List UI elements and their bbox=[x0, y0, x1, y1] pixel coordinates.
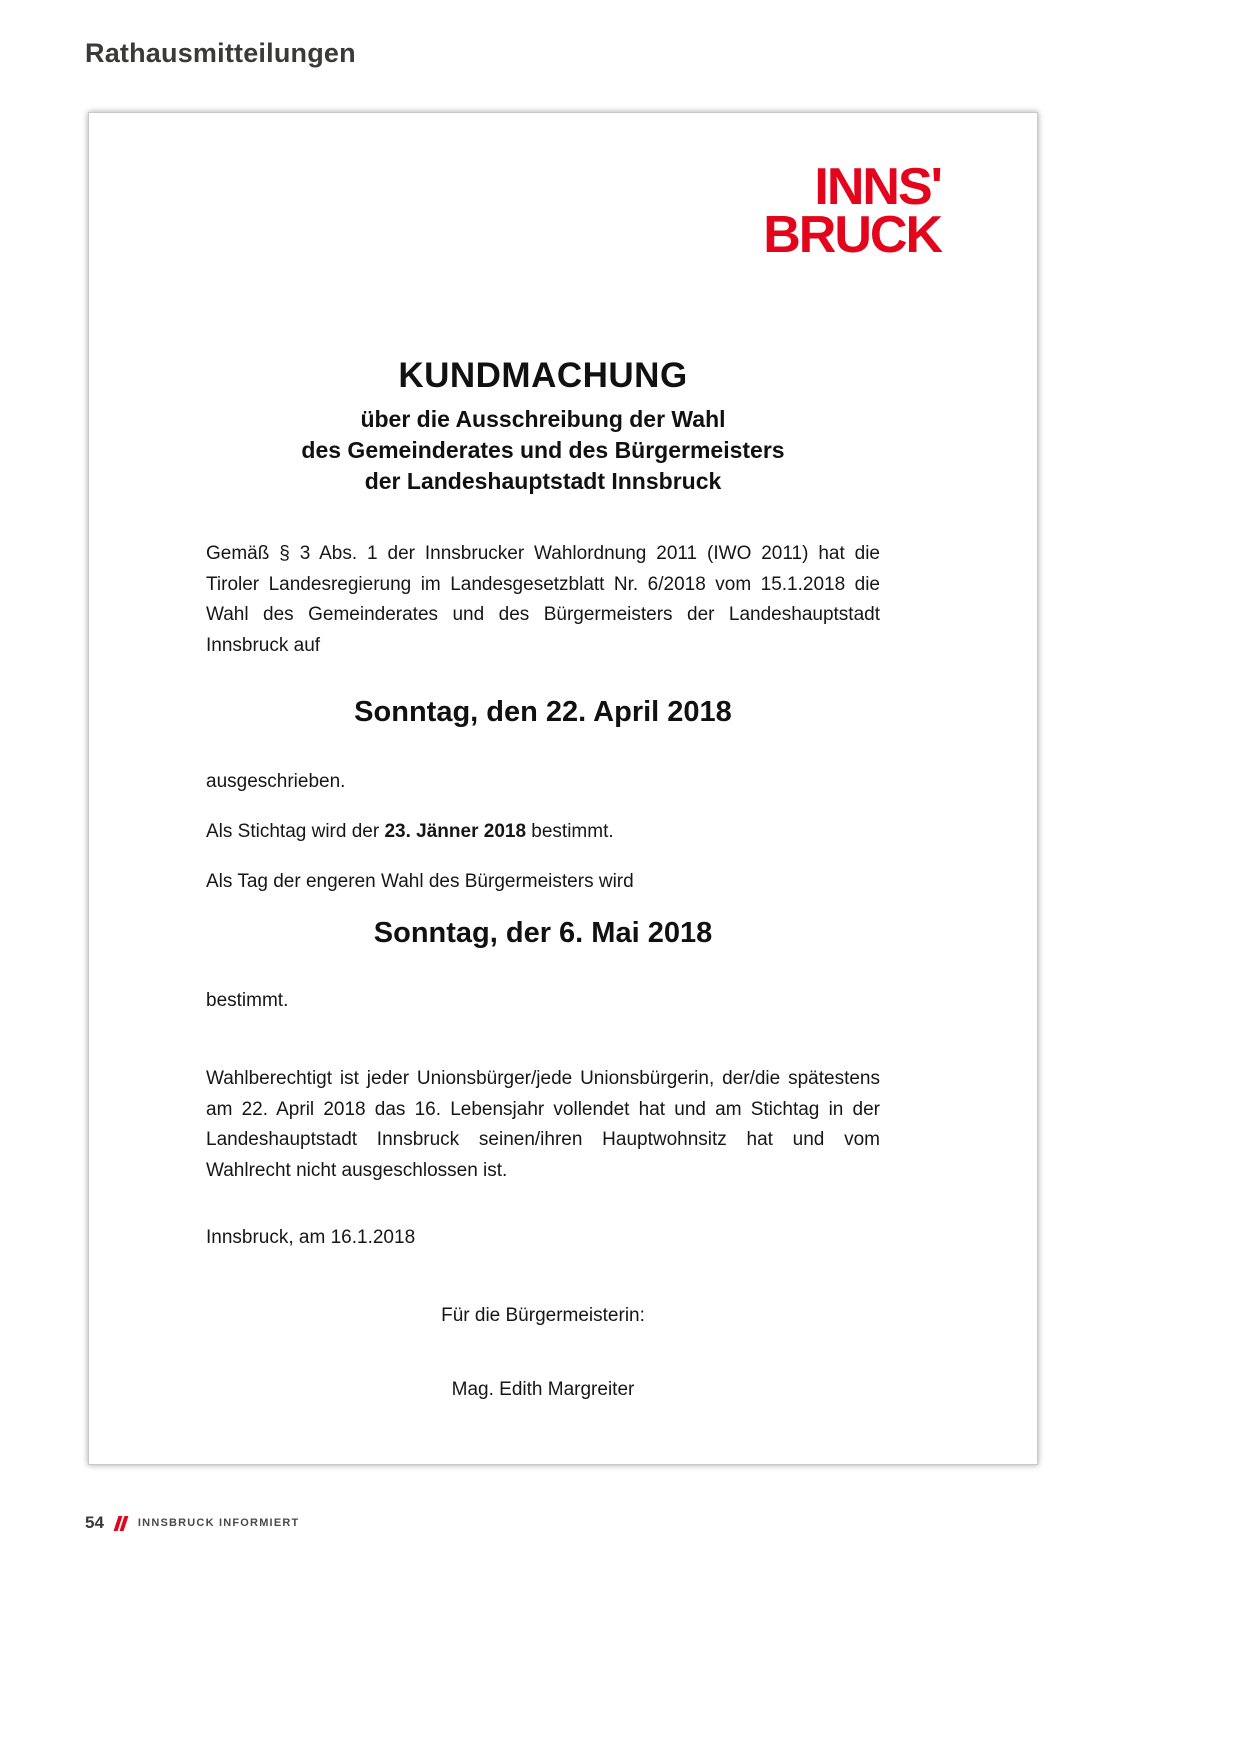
subtitle-line-3: der Landeshauptstadt Innsbruck bbox=[364, 467, 722, 494]
innsbruck-logo bbox=[89, 158, 1037, 265]
footer-magazine-name: INNSBRUCK INFORMIERT bbox=[137, 1517, 300, 1529]
paragraph-eligibility: Wahlberechtigt ist jeder Unionsbürger/jede Unionsbürgerin, der/die spätestens am 22. April 2018 das 16. Lebensjahr vollendet hat und am Stichtag in der Landeshauptstadt Innsbruck seinen/ihren Hauptwohnsitz hat und vom Wahlrecht nicht ausgeschlossen ist. bbox=[206, 1067, 880, 1182]
logo-line-1: INNS' bbox=[814, 158, 941, 216]
subtitle-line-2: des Gemeinderates und des Bürgermeisters bbox=[301, 436, 785, 463]
paragraph-engere-wahl: Als Tag der engeren Wahl des Bürgermeisters wird bbox=[206, 870, 634, 892]
signature-name: Mag. Edith Margreiter bbox=[451, 1378, 635, 1400]
paragraph-stichtag bbox=[206, 821, 880, 843]
signature-intro: Für die Bürgermeisterin: bbox=[441, 1304, 645, 1326]
page-footer bbox=[85, 1513, 299, 1533]
document-subtitle bbox=[206, 404, 880, 497]
logo-line-2: BRUCK bbox=[763, 206, 941, 265]
page-title: Rathausmitteilungen bbox=[85, 38, 356, 68]
subtitle-line-1: über die Ausschreibung der Wahl bbox=[360, 405, 726, 432]
announcement-document bbox=[88, 112, 1038, 1465]
document-title: KUNDMACHUNG bbox=[398, 355, 688, 395]
stichtag-date: 23. Jänner 2018 bbox=[384, 820, 527, 842]
footer-page-number: 54 bbox=[85, 1513, 104, 1532]
runoff-date-heading: Sonntag, der 6. Mai 2018 bbox=[373, 916, 713, 949]
paragraph-bestimmt: bestimmt. bbox=[206, 989, 289, 1011]
paragraph-legal-basis: Gemäß § 3 Abs. 1 der Innsbrucker Wahlordnung 2011 (IWO 2011) hat die Tiroler Landesregierung im Landesgesetzblatt Nr. 6/2018 vom 15.1.2018 die Wahl des Gemeinderates und des Bürgermeisters der Landeshauptstadt Innsbruck auf bbox=[206, 542, 880, 657]
stichtag-prefix: Als Stichtag wird der bbox=[206, 820, 385, 842]
document-content bbox=[206, 356, 880, 1401]
paragraph-ausgeschrieben: ausgeschrieben. bbox=[206, 770, 346, 792]
footer-slash-icon bbox=[116, 1516, 128, 1531]
stichtag-suffix: bestimmt. bbox=[526, 820, 614, 842]
place-and-date: Innsbruck, am 16.1.2018 bbox=[206, 1226, 416, 1248]
election-date-heading: Sonntag, den 22. April 2018 bbox=[354, 695, 732, 728]
